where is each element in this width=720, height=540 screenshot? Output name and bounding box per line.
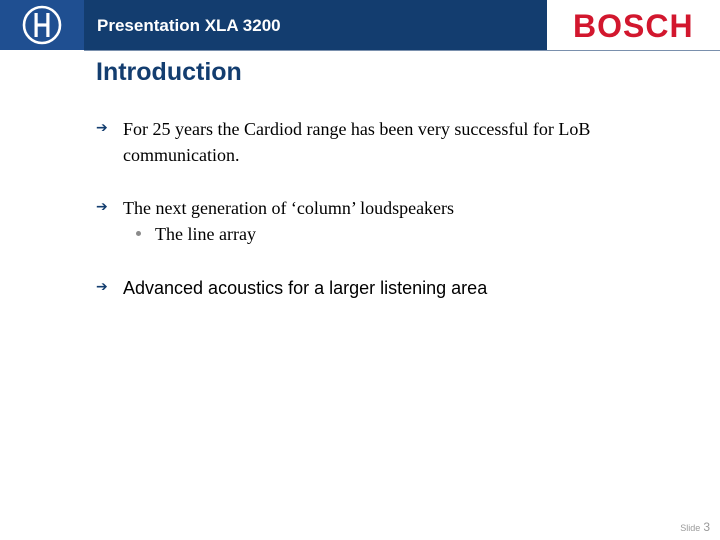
slide-title: Introduction [96, 58, 242, 86]
bullet-text: For 25 years the Cardiod range has been very successful for LoB communication. [123, 119, 591, 165]
dot-bullet-icon [136, 231, 141, 236]
slide-number-value: 3 [703, 520, 710, 534]
header-divider [84, 50, 720, 51]
logo-box [0, 0, 84, 50]
arrow-bullet-icon: ➔ [96, 279, 108, 295]
sub-bullet-item [144, 221, 256, 247]
bullet-text: The next generation of ‘column’ loudspeakers [123, 198, 455, 218]
arrow-bullet-icon: ➔ [96, 199, 108, 215]
brand-logo: BOSCH [573, 8, 694, 44]
bullet-text: Advanced acoustics for a larger listening area [123, 278, 488, 298]
arrow-bullet-icon: ➔ [96, 120, 108, 136]
slide-header [0, 0, 720, 50]
slide-number [680, 518, 710, 536]
bosch-armature-icon [21, 4, 63, 46]
presentation-title: Presentation XLA 3200 [97, 16, 281, 35]
sub-bullet-text: The line array [155, 224, 256, 244]
slide-label: Slide [680, 523, 701, 533]
